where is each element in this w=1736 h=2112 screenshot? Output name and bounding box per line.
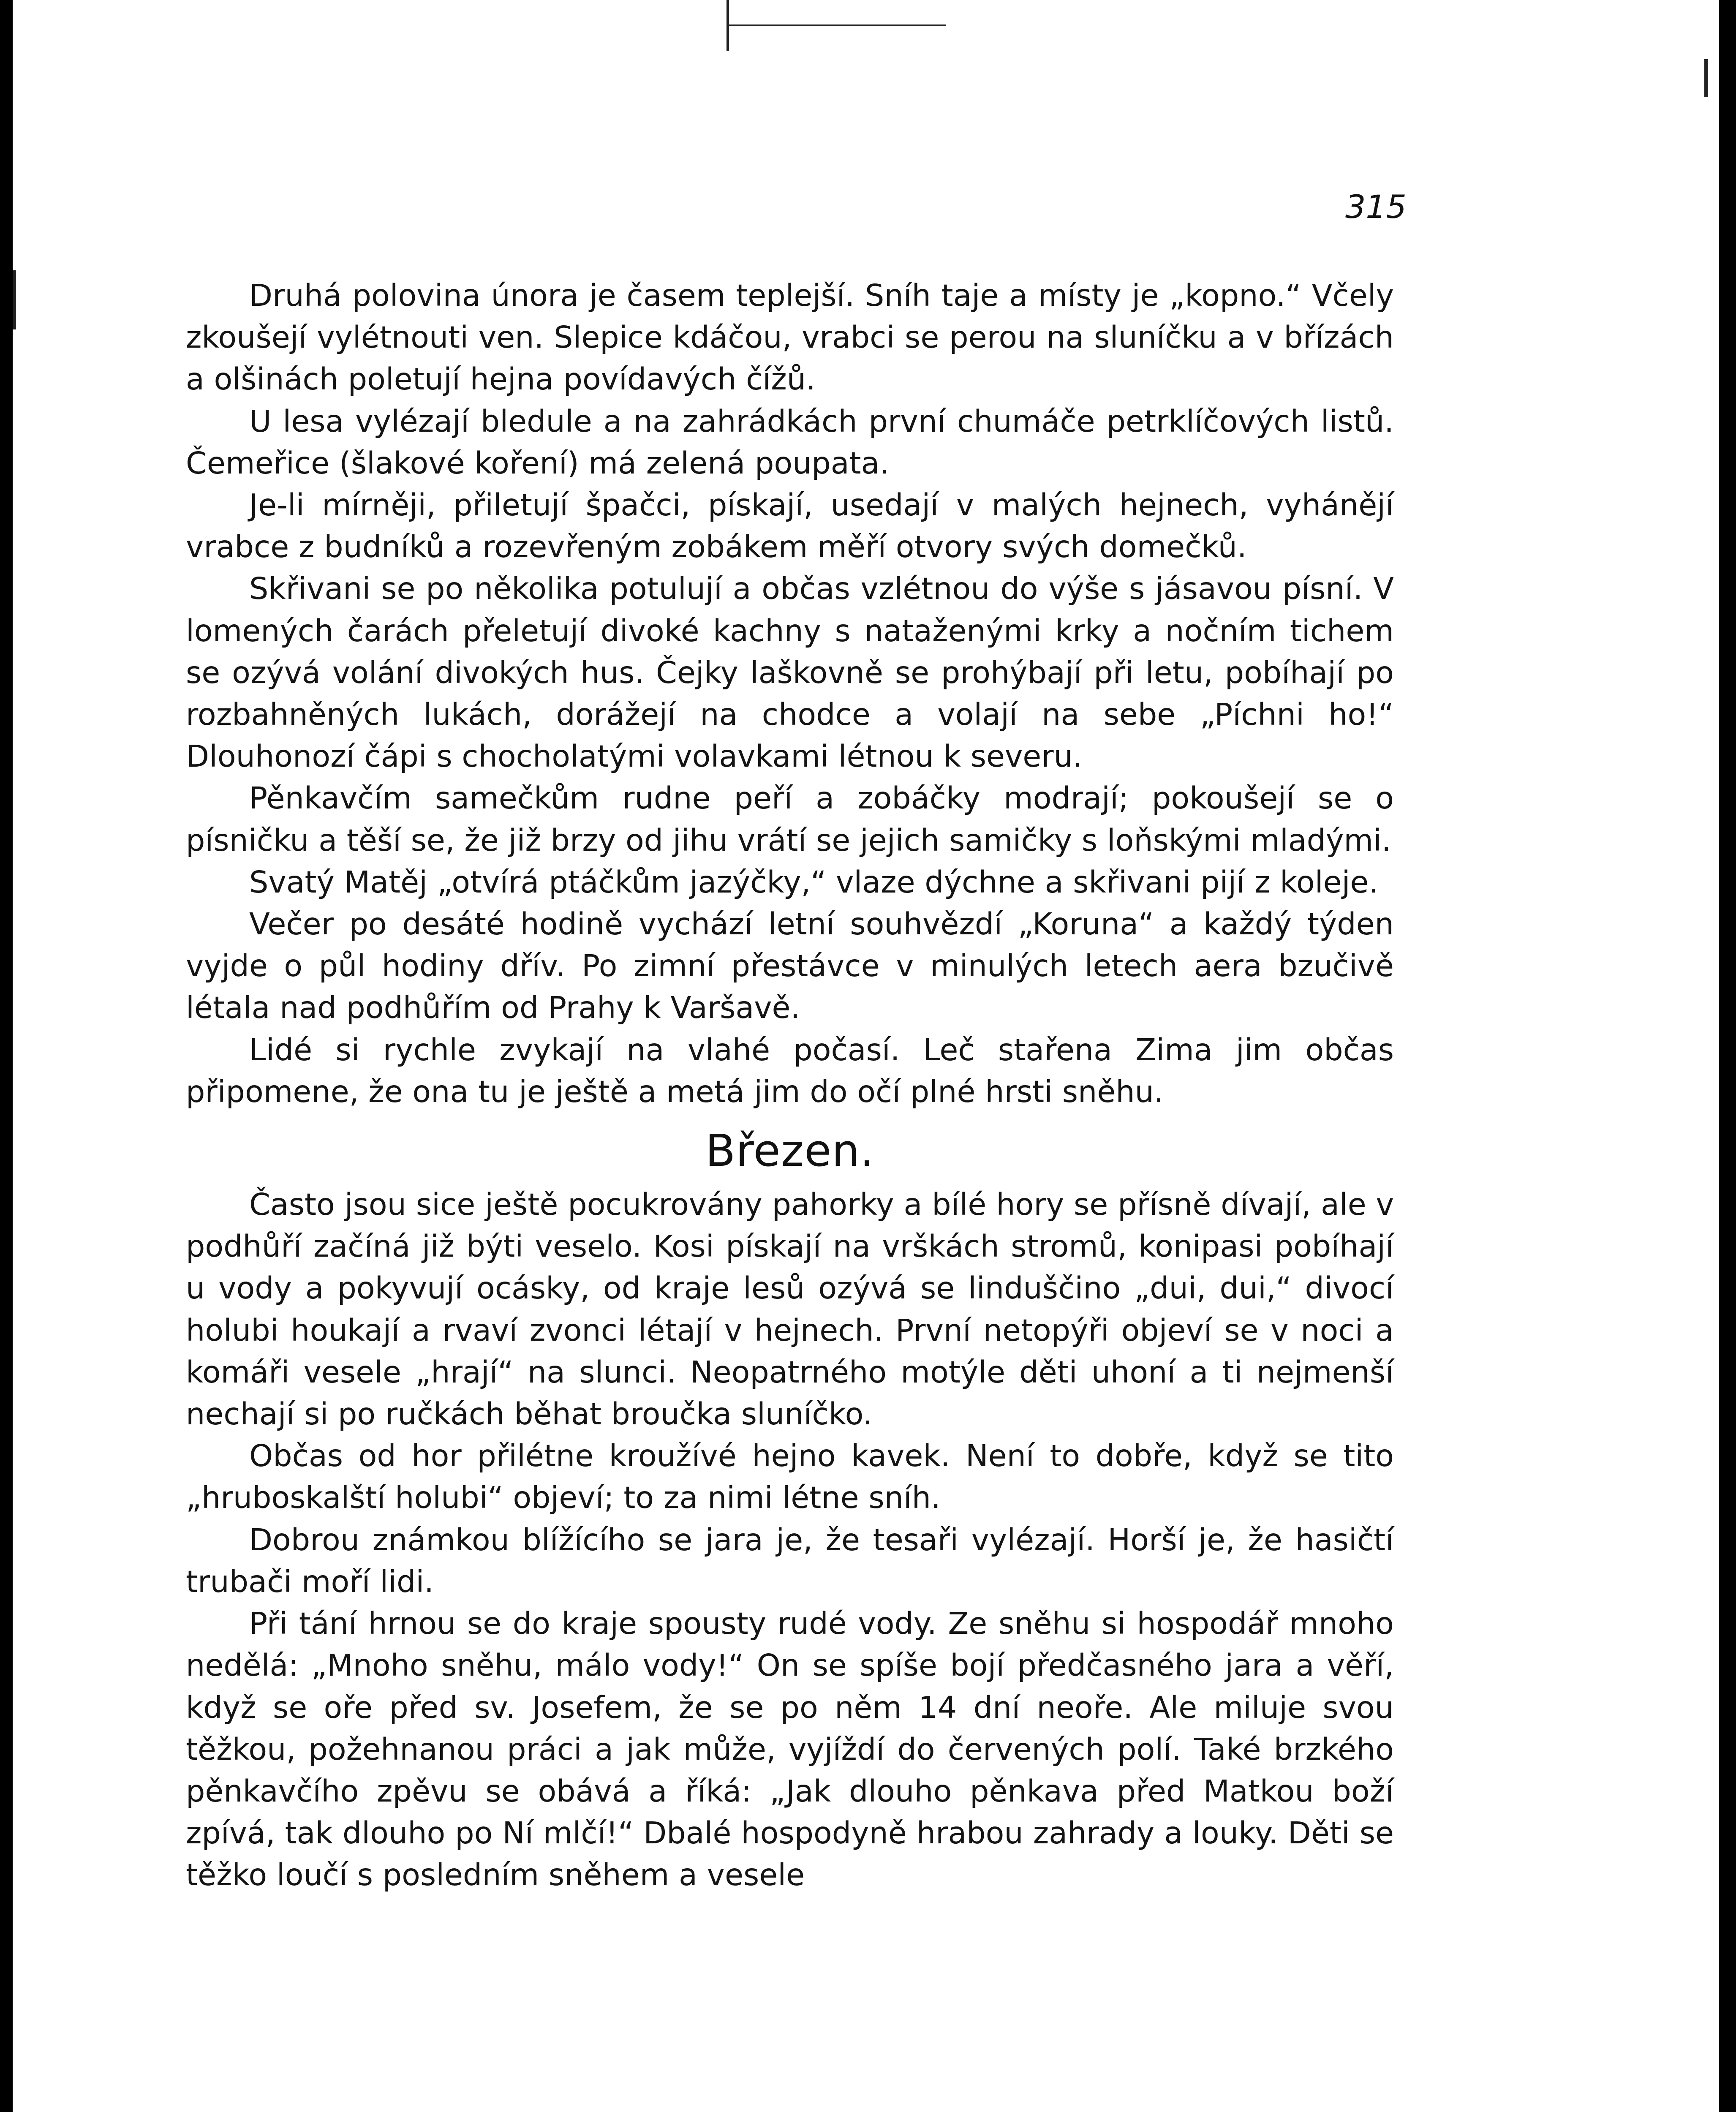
paragraph: Lidé si rychle zvykají na vlahé počasí. Leč stařena Zima jim občas připomene, že ona tu je ještě a metá jim do očí plné hrsti sněhu. (186, 1032, 1394, 1109)
paragraph: U lesa vylézají bledule a na zahrádkách první chumáče petrklíčových listů. Čemeřice (šlakové koření) má zelená poupata. (186, 403, 1394, 481)
paragraph: Večer po desáté hodině vychází letní souhvězdí „Koruna“ a každý týden vyjde o půl hodiny dřív. Po zimní přestávce v minulých letech aera bzučivě létala nad podhůřím od Prahy k Varšavě. (186, 906, 1394, 1026)
paragraph: Často jsou sice ještě pocukrovány pahorky a bílé hory se přísně dívají, ale v podhůří začíná již býti veselo. Kosi pískají na vrškách stromů, konipasi pobíhají u vody a pokyvují ocásky, od kraje lesů ozývá se linduščino „dui, dui,“ divocí holubi houkají a rvaví zvonci létají v hejnech. První netopýři objeví se v noci a komáři vesele „hrají“ na slunci. Neopatrného motýle děti uhoní a ti nejmenší nechají si po ručkách běhat broučka sluníčko. (186, 1187, 1394, 1432)
paragraph: Je-li mírněji, přiletují špačci, pískají, usedají v malých hejnech, vyhánějí vrabce z budníků a rozevřeným zobákem měří otvory svých domečků. (186, 487, 1394, 565)
section-heading: Březen. (705, 1125, 875, 1177)
paragraph: Dobrou známkou blížícího se jara je, že tesaři vylézají. Horší je, že hasičtí trubači moří lidi. (186, 1522, 1394, 1599)
paragraph: Skřivani se po několika potulují a občas vzlétnou do výše s jásavou písní. V lomených čarách přeletují divoké kachny s nataženými krky a nočním tichem se ozývá volání divokých hus. Čejky laškovně se prohýbají při letu, pobíhají po rozbahněných lukách, dorážejí na chodce a volají na sebe „Píchni ho!“ Dlouhonozí čápi s chocholatými volavkami létnou k severu. (186, 571, 1394, 774)
paragraph: Občas od hor přilétne kroužívé hejno kavek. Není to dobře, když se tito „hruboskalští holubi“ objeví; to za nimi létne sníh. (186, 1438, 1394, 1516)
body-text (186, 275, 1394, 1896)
scanned-page (13, 0, 1719, 2112)
scan-mark-top-line (727, 24, 946, 26)
paragraph: Druhá polovina února je časem teplejší. Sníh taje a místy je „kopno.“ Včely zkoušejí vylétnouti ven. Slepice kdáčou, vrabci se perou na sluníčku a v břízách a olšinách poletují hejna povídavých čížů. (186, 278, 1394, 397)
scan-mark-left (13, 270, 16, 329)
scan-mark-right (1704, 59, 1708, 97)
paragraph: Při tání hrnou se do kraje spousty rudé vody. Ze sněhu si hospodář mnoho nedělá: „Mnoho sněhu, málo vody!“ On se spíše bojí předčasného jara a věří, když se oře před sv. Josefem, že se po něm 14 dní neoře. Ale miluje svou těžkou, požehnanou práci a jak může, vyjíždí do červených polí. Také brzkého pěnkavčího zpěvu se obává a říká: „Jak dlouho pěnkava před Matkou boží zpívá, tak dlouho po Ní mlčí!“ Dbalé hospodyně hrabou zahrady a louky. Děti se těžko loučí s posledním sněhem a vesele (186, 1606, 1394, 1893)
paragraph: Svatý Matěj „otvírá ptáčkům jazýčky,“ vlaze dýchne a skřivani pijí z koleje. (249, 864, 1379, 900)
page-number: 315 (1345, 188, 1407, 226)
paragraph: Pěnkavčím samečkům rudne peří a zobáčky modrají; pokoušejí se o písničku a těší se, že již brzy od jihu vrátí se jejich samičky s loňskými mladými. (186, 781, 1394, 858)
